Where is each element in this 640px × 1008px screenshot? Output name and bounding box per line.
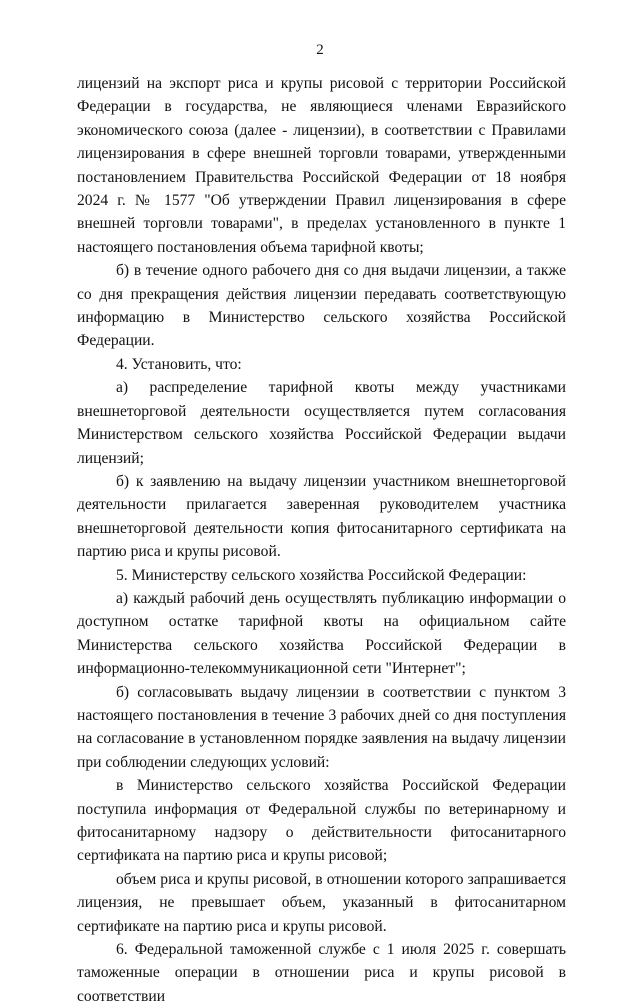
paragraph-4b: б) к заявлению на выдачу лицензии участником внешнеторговой деятельности прилагается заверенная руководителем участника внешнеторговой деятельности копия фитосанитарного сертификата на партию риса и крупы рисовой. — [77, 472, 566, 561]
paragraph-3b: б) в течение одного рабочего дня со дня выдачи лицензии, а также со дня прекращения действия лицензии передавать соответствующую информацию в Министерство сельского хозяйства Российской Федерации. — [77, 262, 566, 350]
paragraph-6: 6. Федеральной таможенной службе с 1 июля 2025 г. совершать таможенные операции в отношении риса и крупы рисовой в соответствии — [77, 941, 566, 1005]
paragraph-4a: а) распределение тарифной квоты между участниками внешнеторговой деятельности осуществляется путем согласования Министерством сельского хозяйства Российской Федерации выдачи лицензий; — [77, 379, 566, 467]
paragraph-5-heading: 5. Министерству сельского хозяйства Российской Федерации: — [116, 566, 527, 584]
paragraph-5b: б) согласовывать выдачу лицензии в соответствии с пунктом 3 настоящего постановления в течение 3 рабочих дней со дня поступления на согласование в установленном порядке заявления на выдачу лицензии при соблюдении следующих условий: — [77, 683, 566, 771]
paragraph-4-heading: 4. Установить, что: — [116, 355, 242, 373]
document-body — [77, 72, 566, 1008]
paragraph-5b-condition-1: в Министерство сельского хозяйства Российской Федерации поступила информация от Федеральной службы по ветеринарному и фитосанитарному надзору о действительности фитосанитарного сертификата на партию риса и крупы рисовой; — [77, 777, 566, 865]
paragraph-5b-condition-2: объем риса и крупы рисовой, в отношении которого запрашивается лицензия, не превышает объем, указанный в фитосанитарном сертификате на партию риса и крупы рисовой. — [77, 870, 566, 935]
paragraph-5a: а) каждый рабочий день осуществлять публикацию информации о доступном остатке тарифной квоты на официальном сайте Министерства сельского хозяйства Российской Федерации в информационно-телекоммуникационной сети "Интернет"; — [77, 589, 566, 678]
paragraph-licenses-continuation: лицензий на экспорт риса и крупы рисовой с территории Российской Федерации в государства, не являющиеся членами Евразийского экономического союза (далее - лицензии), в соответствии с Правилами лицензирования в сфере внешней торговли товарами, утвержденными постановлением Правительства Российской Федерации от 18 ноября 2024 г. № 1577 "Об утверждении Правил лицензирования в сфере внешней торговли товарами", в пределах установленного в пункте 1 настоящего постановления объема тарифной квоты; — [77, 75, 566, 256]
page-number: 2 — [316, 42, 324, 58]
